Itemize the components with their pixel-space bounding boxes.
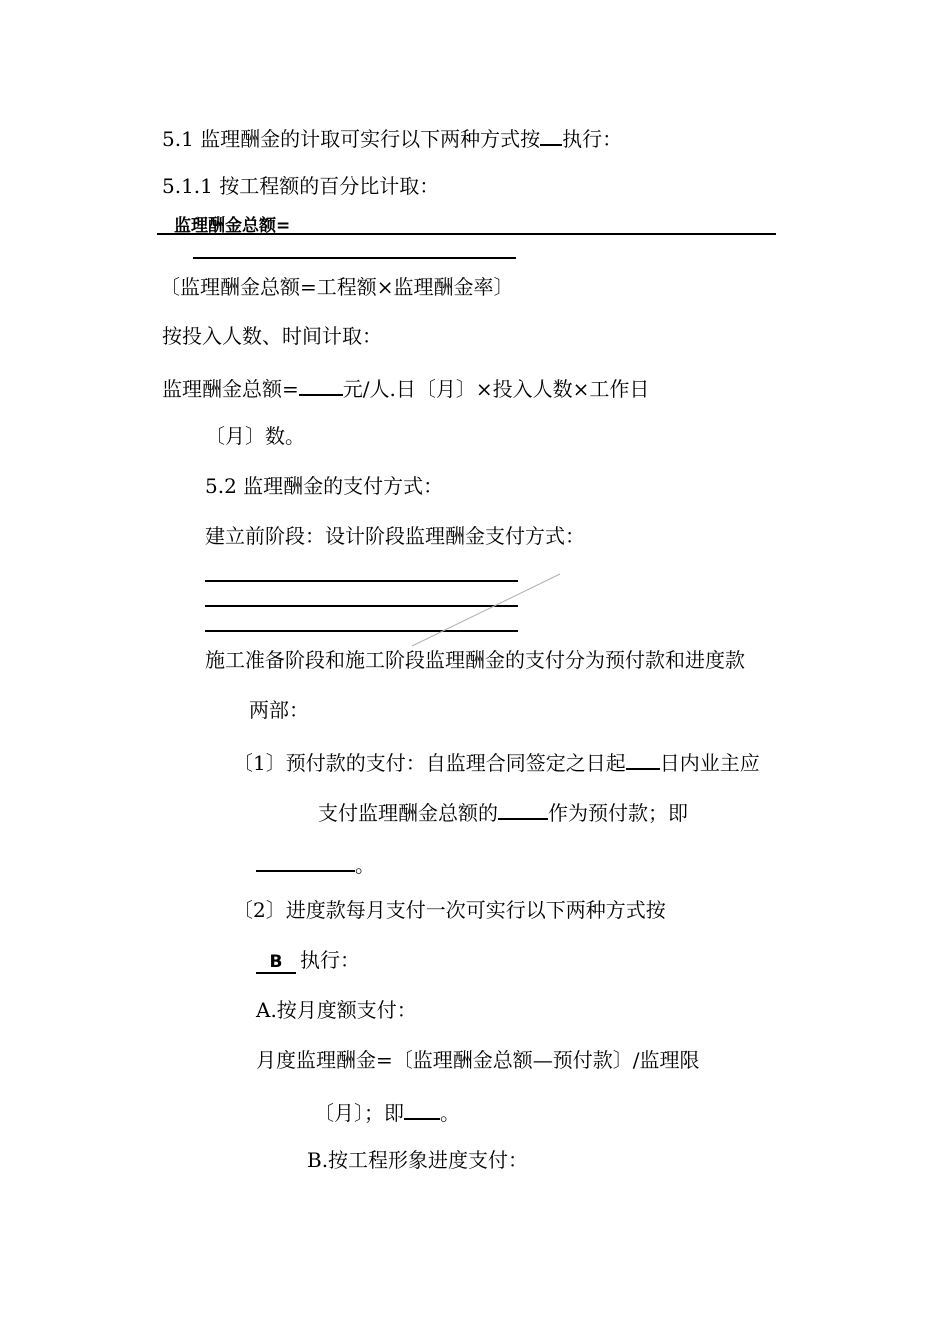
item-1-prefix: 〔1〕预付款的支付：自监理合同签定之日起: [233, 751, 626, 775]
blank-field: [404, 1098, 440, 1120]
item-1-suffix: 日内业主应: [659, 751, 760, 775]
section-5-1-text: 5.1 监理酬金的计取可实行以下两种方式按: [162, 127, 541, 151]
section-5-1: [162, 124, 622, 151]
section-5-1-1: 5.1.1 按工程额的百分比计取：: [162, 174, 440, 198]
option-a: A.按月度额支付：: [256, 998, 417, 1022]
blank-field: [498, 798, 548, 820]
monthly-formula-cont: [314, 1098, 460, 1125]
people-formula-prefix: 监理酬金总额=: [162, 377, 299, 401]
option-b: B.按工程形象进度支付：: [307, 1148, 529, 1172]
people-formula: [162, 374, 649, 401]
pre-stage-heading: 建立前阶段：设计阶段监理酬金支付方式：: [205, 524, 585, 548]
item-1-end-text: 。: [355, 853, 375, 877]
item-1-cont: [318, 798, 688, 825]
diagonal-mark: [410, 572, 562, 648]
item-1-cont-prefix: 支付监理酬金总额的: [318, 801, 498, 825]
construction-paragraph-cont: 两部：: [249, 698, 309, 722]
section-5-2: 5.2 监理酬金的支付方式：: [205, 474, 444, 498]
total-fee-label: 监理酬金总额=: [174, 216, 291, 236]
item-1: [233, 748, 760, 775]
monthly-cont-suffix: 。: [440, 1101, 460, 1125]
choice-field: B: [256, 952, 296, 974]
item-1-cont-suffix: 作为预付款；即: [548, 801, 688, 825]
blank-line: [157, 233, 776, 235]
item-1-end: [256, 850, 375, 877]
item-2-choice: [256, 948, 360, 974]
monthly-formula: 月度监理酬金=〔监理酬金总额—预付款〕/监理限: [256, 1048, 700, 1072]
formula-percentage: 〔监理酬金总额=工程额×监理酬金率〕: [160, 275, 514, 299]
people-formula-suffix: 元/人.日〔月〕×投入人数×工作日: [342, 377, 650, 401]
construction-paragraph: 施工准备阶段和施工阶段监理酬金的支付分为预付款和进度款: [205, 648, 745, 672]
blank-field: [626, 748, 660, 770]
choice-suffix: 执行：: [300, 948, 360, 972]
section-5-1-suffix: 执行：: [562, 127, 623, 151]
blank-field: [299, 374, 343, 396]
blank-field: [256, 850, 355, 872]
blank-field: [540, 124, 562, 146]
by-people-heading: 按投入人数、时间计取：: [162, 324, 382, 348]
monthly-cont-prefix: 〔月〕；即: [314, 1101, 404, 1125]
item-2: 〔2〕进度款每月支付一次可实行以下两种方式按: [233, 898, 666, 922]
blank-line: [193, 257, 516, 259]
people-formula-cont: 〔月〕数。: [205, 424, 305, 448]
